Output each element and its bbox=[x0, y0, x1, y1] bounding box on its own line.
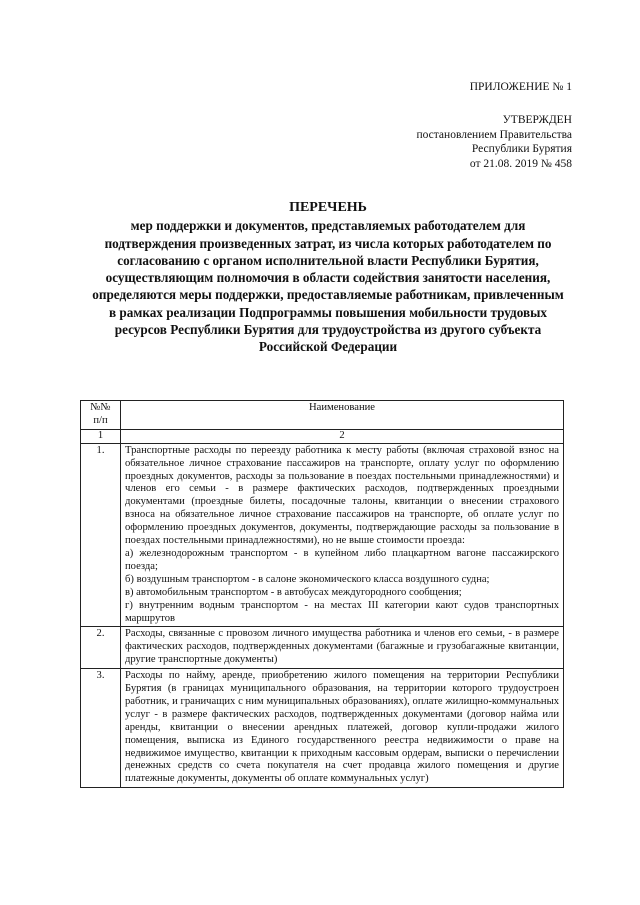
appendix-text: ПРИЛОЖЕНИЕ № 1 bbox=[469, 81, 572, 93]
approval-line: Республики Бурятия bbox=[471, 143, 572, 155]
row-description bbox=[121, 627, 564, 669]
row-number: 3. bbox=[81, 669, 121, 788]
row-paragraph: г) внутренним водным транспортом - на местах III категории кают судов транспортных маршрутов bbox=[125, 599, 559, 624]
approval-line: постановлением Правительства bbox=[416, 128, 572, 141]
measures-table bbox=[80, 400, 564, 788]
row-paragraph: Транспортные расходы по переезду работника к месту работы (включая страховой взнос на обязательное личное страхование пассажиров на транспорте, оплату услуг по оформлению проездных документов, расходы за пользование в поездах постельными принадлежностями) и членов его семьи - в размере фактических расходов, подтвержденных проездными документами (проездные билеты, посадочные талоны, квитанции о внесении страхового взноса на обязательное личное страхование пассажиров на транспорте, об оплате услуг по оформлению проездных документов, документы, подтверждающие расходы за пользование в поездах постельными принадлежностями), но не выше стоимости проезда: bbox=[125, 444, 559, 547]
appendix-label bbox=[470, 80, 572, 95]
table-header-row bbox=[81, 401, 564, 430]
row-paragraph: б) воздушным транспортом - в салоне экономического класса воздушного судна; bbox=[125, 573, 490, 585]
row-paragraph: а) железнодорожным транспортом - в купейном либо плацкартном вагоне пассажирского поезда; bbox=[125, 547, 559, 572]
approval-line: УТВЕРЖДЕН bbox=[502, 114, 572, 126]
approval-line: от 21.08. 2019 № 458 bbox=[469, 157, 572, 170]
row-paragraph: в) автомобильным транспортом - в автобусах междугородного сообщения; bbox=[125, 586, 462, 598]
column-index: 1 bbox=[81, 429, 121, 443]
row-description bbox=[121, 443, 564, 627]
approval-block bbox=[416, 113, 572, 171]
document-subtitle: мер поддержки и документов, представляемых работодателем для подтверждения произведенных затрат, из числа которых работодателем по согласованию с органом исполнительной власти Республики Бурятия, осуществляющим полномочия в области содействия занятости населения, определяются меры поддержки, предоставляемые работникам, привлеченным в рамках реализации Подпрограммы повышения мобильности трудовых ресурсов Республики Бурятия для трудоустройства из другого субъекта Российской Федерации bbox=[92, 218, 564, 355]
document-title-block bbox=[90, 199, 566, 356]
column-index-row bbox=[81, 429, 564, 443]
column-header-number: №№ п/п bbox=[81, 401, 121, 430]
row-description bbox=[121, 669, 564, 788]
table-row bbox=[81, 669, 564, 788]
row-number: 2. bbox=[81, 627, 121, 669]
document-title: ПЕРЕЧЕНЬ bbox=[289, 200, 367, 215]
table-row bbox=[81, 627, 564, 669]
row-number: 1. bbox=[81, 443, 121, 627]
column-index: 2 bbox=[121, 429, 564, 443]
row-paragraph: Расходы по найму, аренде, приобретению жилого помещения на территории Республики Бурятия (в границах муниципального образования, на территории которого трудоустроен работник, и граничащих с ним муниципальных образованиях), оплате жилищно-коммунальных услуг - в размере фактических расходов, подтвержденных документами (договор найма или аренды, квитанции о внесении арендных платежей, договор купли-продажи жилого помещения, выписка из Единого государственного реестра недвижимости о праве на недвижимое имущество, квитанции к приходным кассовым ордерам, выписки о перечислении денежных средств со счета покупателя на счет продавца жилого помещения и другие платежные документы, документы об оплате коммунальных услуг) bbox=[125, 670, 559, 785]
row-paragraph: Расходы, связанные с провозом личного имущества работника и членов его семьи, - в размере фактических расходов, подтвержденных документами (багажные и грузобагажные квитанции, другие транспортные документы) bbox=[125, 628, 559, 666]
table-row bbox=[81, 443, 564, 627]
column-header-name: Наименование bbox=[121, 401, 564, 430]
